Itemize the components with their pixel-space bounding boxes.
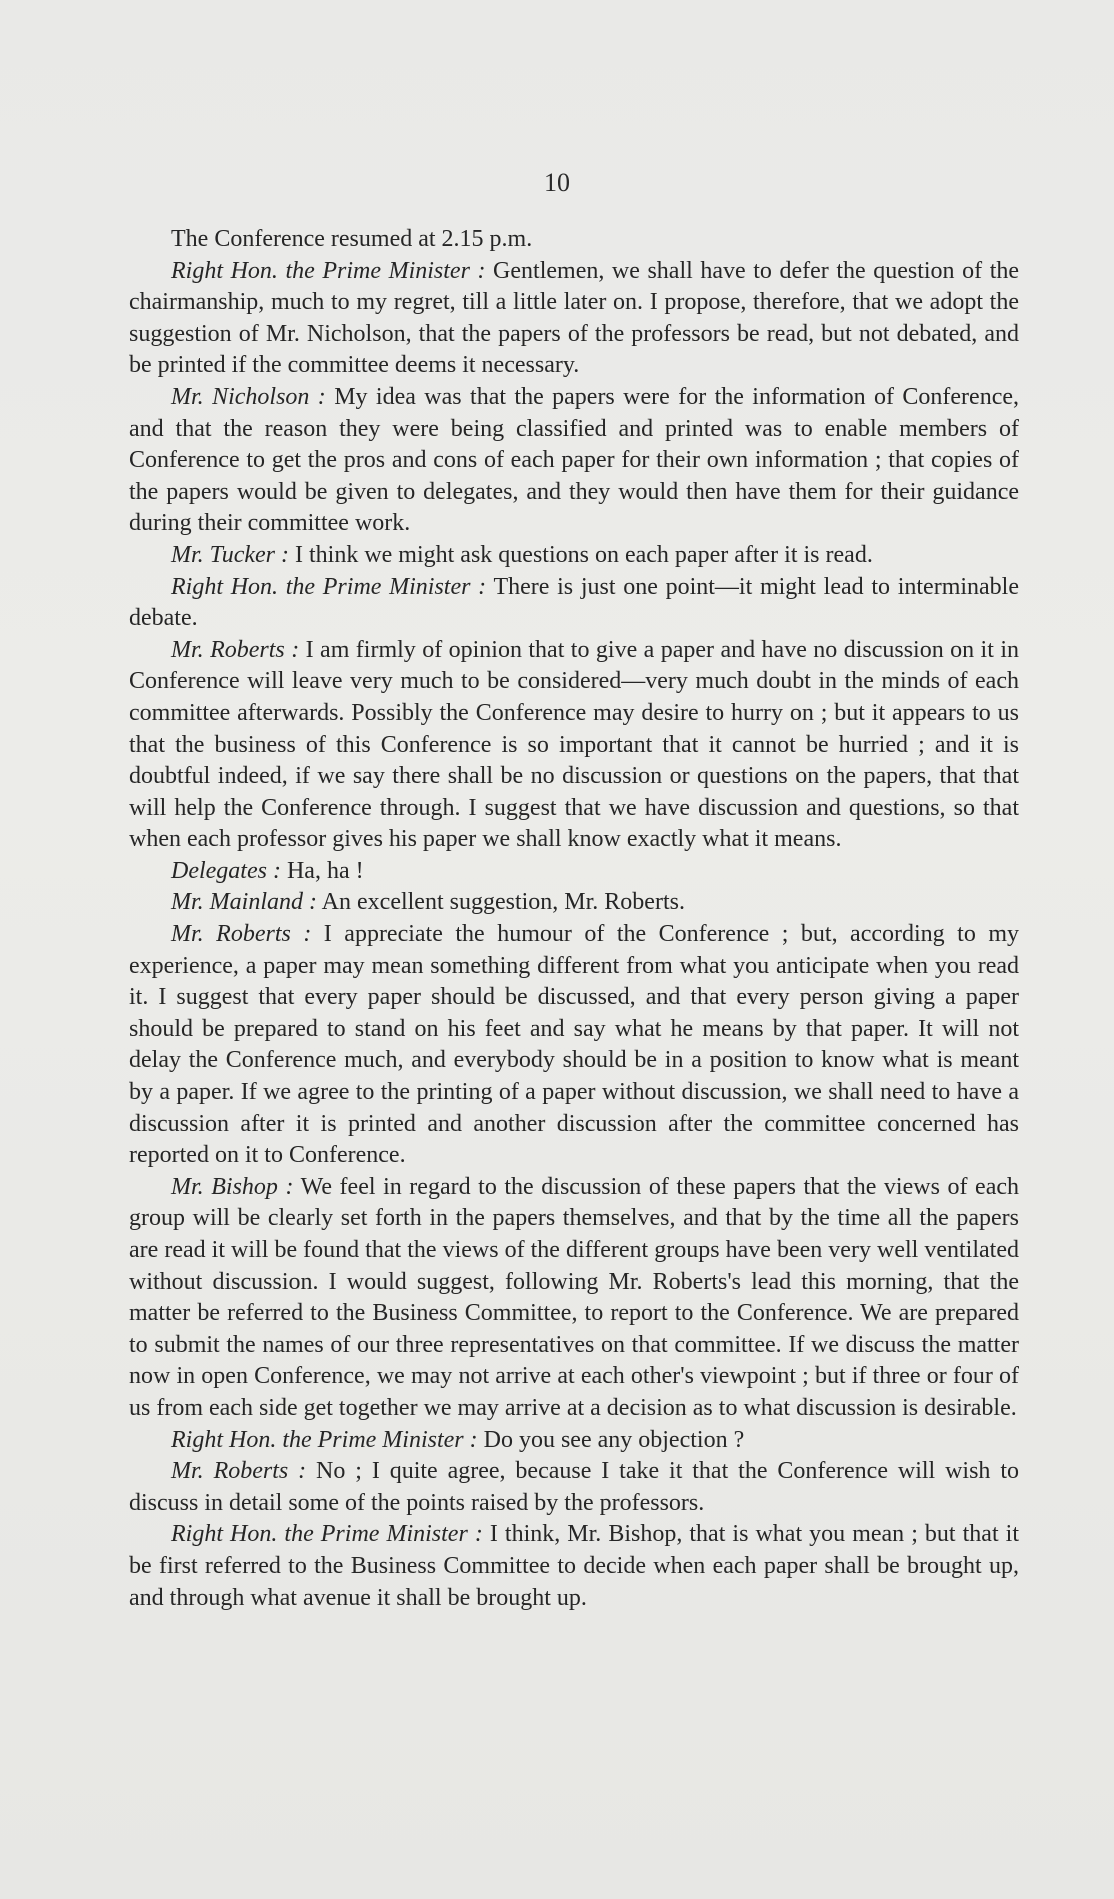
paragraph-text: I am firmly of opinion that to give a paper and have no discussion on it in Conference will leave very much to be considered—very much doubt in the minds of each committee afterwards. Possibly the Conference may desire to hurry on ; but it appears to us that the business of this Conference is so important that it cannot be hurried ; and it is doubtful indeed, if we say there shall be no discussion or questions on the papers, that that will help the Conference through. I suggest that we have discussion and questions, so that when each professor gives his paper we shall know exactly what it means. [129,636,1019,853]
page-number: 10 [544,168,570,197]
speaker-name: Mr. Roberts : [171,636,300,663]
paragraph [129,856,1019,888]
paragraph-text: No ; I quite agree, because I take it that the Conference will wish to discuss in detail some of the points raised by the professors. [129,1458,1020,1516]
paragraph [129,1172,1019,1425]
speaker-name: Right Hon. the Prime Minister : [171,1426,478,1453]
paragraph-text: The Conference resumed at 2.15 p.m. [171,226,533,252]
speaker-name: Mr. Tucker : [171,541,289,568]
paragraph [129,572,1019,635]
paragraph-text: Gentlemen, we shall have to defer the question of the chairmanship, much to my regret, till a little later on. I propose, therefore, that we adopt the suggestion of Mr. Nicholson, that the papers of the professors be read, but not debated, and be printed if the committee deems it necessary. [129,257,1020,379]
paragraph [129,224,1019,256]
speaker-name: Right Hon. the Prime Minister : [171,573,487,600]
paragraph [129,256,1019,382]
paragraph-text: An excellent suggestion, Mr. Roberts. [317,889,685,916]
paragraph [129,1519,1019,1614]
paragraph [129,540,1019,572]
speaker-name: Right Hon. the Prime Minister : [171,257,486,284]
speaker-name: Delegates : [171,857,281,884]
paragraph-text: I think, Mr. Bishop, that is what you mean ; but that it be first referred to the Business Committee to decide when each paper shall be brought up, and through what avenue it shall be brought up. [129,1521,1019,1611]
paragraph-text: We feel in regard to the discussion of these papers that the views of each group will be clearly set forth in the papers themselves, and that by the time all the papers are read it will be found that the views of the different groups have been very well ventilated without discussion. I would suggest, following Mr. Roberts's lead this morning, that the matter be referred to the Business Committee, to report to the Conference. We are prepared to submit the names of our three representatives on that committee. If we discuss the matter now in open Conference, we may not arrive at each other's viewpoint ; but if three or four of us from each side get together we may arrive at a decision as to what discussion is desirable. [129,1173,1019,1421]
speaker-name: Mr. Nicholson : [171,383,326,410]
speaker-name: Right Hon. the Prime Minister : [171,1521,483,1548]
paragraph-text: I appreciate the humour of the Conference ; but, according to my experience, a paper may mean something different from what you anticipate when you read it. I suggest that every paper should be discussed, and that every person giving a paper should be prepared to stand on his feet and say what he means by that paper. It will not delay the Conference much, and everybody should be in a position to know what is meant by a paper. If we agree to the printing of a paper without discussion, we shall need to have a discussion after it is printed and another discussion after the committee concerned has reported on it to Conference. [129,921,1019,1169]
paragraph-text: Ha, ha ! [280,857,364,884]
speaker-name: Mr. Mainland : [171,889,317,916]
paragraph-text: My idea was that the papers were for the information of Conference, and that the reason they were being classified and printed was to enable members of Conference to get the pros and cons of each paper for their own information ; that copies of the papers would be given to delegates, and they would then have them for their guidance during their committee work. [129,383,1019,537]
speaker-name: Mr. Roberts : [171,1458,307,1485]
document-body [129,224,1019,1614]
paragraph [129,1425,1019,1457]
paragraph-text: Do you see any objection ? [477,1426,745,1453]
paragraph-text: There is just one point—it might lead to interminable debate. [129,573,1020,632]
paragraph [129,635,1019,856]
speaker-name: Mr. Bishop : [171,1173,294,1200]
paragraph [129,382,1019,540]
paragraph [129,1456,1019,1519]
paragraph [129,887,1019,919]
speaker-name: Mr. Roberts : [171,921,312,948]
paragraph [129,919,1019,1172]
paragraph-text: I think we might ask questions on each paper after it is read. [288,541,873,568]
